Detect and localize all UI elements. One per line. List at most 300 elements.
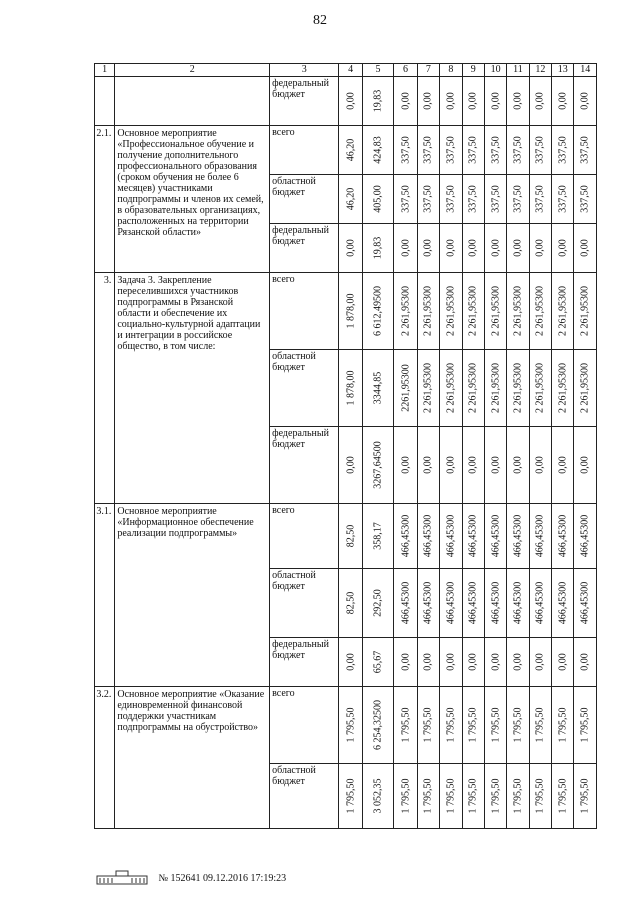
funding-source-cell: областной бюджет — [270, 569, 339, 638]
value-cell — [462, 764, 484, 829]
value-cell — [574, 350, 597, 427]
value-cell — [339, 504, 362, 569]
value-cell — [394, 569, 417, 638]
value-cell — [417, 77, 439, 126]
value-cell — [507, 224, 529, 273]
document-footer — [96, 870, 286, 886]
funding-source-cell: федеральный бюджет — [270, 427, 339, 504]
item-description: Основное мероприятие «Информационное обеспечение реализации подпрограммы» — [115, 504, 270, 687]
column-header: 10 — [484, 64, 506, 77]
cell-value: 292,50 — [372, 589, 384, 617]
value-cell — [529, 175, 551, 224]
cell-value: 2 261,95300 — [579, 286, 591, 336]
value-cell — [362, 77, 394, 126]
budget-table — [94, 63, 597, 829]
value-cell — [484, 126, 506, 175]
cell-value: 0,00 — [445, 653, 457, 671]
cell-value: 424,83 — [372, 136, 384, 164]
value-cell — [440, 77, 462, 126]
value-cell — [552, 687, 574, 764]
value-cell — [339, 638, 362, 687]
cell-value: 3344,85 — [372, 371, 384, 405]
cell-value: 1 795,50 — [534, 707, 546, 743]
cell-value: 82,50 — [345, 524, 357, 548]
value-cell — [529, 350, 551, 427]
value-cell — [574, 687, 597, 764]
cell-value: 0,00 — [422, 92, 434, 110]
value-cell — [440, 504, 462, 569]
cell-value: 1 795,50 — [512, 778, 524, 814]
value-cell — [484, 427, 506, 504]
cell-value: 0,00 — [400, 653, 412, 671]
value-cell — [574, 569, 597, 638]
value-cell — [417, 224, 439, 273]
value-cell — [484, 504, 506, 569]
value-cell — [394, 638, 417, 687]
cell-value: 0,00 — [490, 456, 502, 474]
cell-value: 466,45300 — [467, 514, 479, 558]
value-cell — [440, 569, 462, 638]
cell-value: 0,00 — [445, 92, 457, 110]
cell-value: 337,50 — [467, 185, 479, 213]
cell-value: 466,45300 — [512, 514, 524, 558]
item-description: Основное мероприятие «Профессиональное обучение и получение дополнительного профессионального образования (сроком обучения не более 6 месяцев) участниками подпрограммы и членов их семей, в образовательных организациях, расположенных на территории Рязанской области» — [115, 126, 270, 273]
cell-value: 1 795,50 — [579, 778, 591, 814]
cell-value: 466,45300 — [490, 514, 502, 558]
table-row — [95, 687, 597, 764]
value-cell — [552, 638, 574, 687]
column-header: 1 — [95, 64, 115, 77]
cell-value: 3267,64500 — [372, 441, 384, 489]
cell-value: 466,45300 — [400, 514, 412, 558]
value-cell — [417, 569, 439, 638]
value-cell — [394, 350, 417, 427]
column-header-row — [95, 64, 597, 77]
value-cell — [574, 273, 597, 350]
cell-value: 6 612,49500 — [372, 286, 384, 336]
value-cell — [507, 175, 529, 224]
cell-value: 466,45300 — [579, 514, 591, 558]
value-cell — [507, 77, 529, 126]
cell-value: 0,00 — [579, 239, 591, 257]
cell-value: 0,00 — [467, 239, 479, 257]
cell-value: 466,45300 — [400, 581, 412, 625]
value-cell — [484, 175, 506, 224]
value-cell — [339, 569, 362, 638]
cell-value: 0,00 — [534, 239, 546, 257]
cell-value: 1 795,50 — [422, 778, 434, 814]
value-cell — [362, 273, 394, 350]
value-cell — [507, 687, 529, 764]
column-header: 14 — [574, 64, 597, 77]
value-cell — [362, 427, 394, 504]
value-cell — [440, 687, 462, 764]
value-cell — [417, 764, 439, 829]
value-cell — [574, 77, 597, 126]
item-description: Основное мероприятие «Оказание единовременной финансовой поддержки участникам подпрограммы на обустройство» — [115, 687, 270, 829]
cell-value: 19,83 — [372, 236, 384, 260]
cell-value: 337,50 — [422, 185, 434, 213]
cell-value: 337,50 — [579, 185, 591, 213]
cell-value: 1 795,50 — [579, 707, 591, 743]
cell-value: 46,20 — [345, 187, 357, 211]
value-cell — [529, 764, 551, 829]
value-cell — [552, 427, 574, 504]
cell-value: 337,50 — [490, 136, 502, 164]
cell-value: 1 878,00 — [345, 293, 357, 329]
cell-value: 2 261,95300 — [490, 286, 502, 336]
cell-value: 337,50 — [534, 185, 546, 213]
value-cell — [552, 273, 574, 350]
value-cell — [462, 638, 484, 687]
value-cell — [394, 175, 417, 224]
table-row — [95, 77, 597, 126]
column-header: 6 — [394, 64, 417, 77]
value-cell — [552, 224, 574, 273]
cell-value: 2 261,95300 — [534, 286, 546, 336]
value-cell — [507, 504, 529, 569]
value-cell — [440, 764, 462, 829]
funding-source-cell: областной бюджет — [270, 764, 339, 829]
value-cell — [462, 175, 484, 224]
value-cell — [417, 273, 439, 350]
cell-value: 466,45300 — [557, 514, 569, 558]
value-cell — [339, 764, 362, 829]
cell-value: 1 795,50 — [534, 778, 546, 814]
value-cell — [529, 77, 551, 126]
column-header: 13 — [552, 64, 574, 77]
value-cell — [484, 764, 506, 829]
cell-value: 1 795,50 — [445, 778, 457, 814]
value-cell — [462, 224, 484, 273]
value-cell — [394, 77, 417, 126]
value-cell — [484, 638, 506, 687]
item-number: 2.1. — [95, 126, 115, 273]
cell-value: 337,50 — [467, 136, 479, 164]
value-cell — [339, 126, 362, 175]
value-cell — [339, 175, 362, 224]
cell-value: 405,00 — [372, 185, 384, 213]
cell-value: 2 261,95300 — [557, 363, 569, 413]
value-cell — [529, 504, 551, 569]
cell-value: 337,50 — [557, 185, 569, 213]
cell-value: 2 261,95300 — [467, 363, 479, 413]
value-cell — [552, 569, 574, 638]
cell-value: 2 261,95300 — [579, 363, 591, 413]
value-cell — [574, 764, 597, 829]
cell-value: 2 261,95300 — [467, 286, 479, 336]
cell-value: 0,00 — [445, 239, 457, 257]
table-row — [95, 273, 597, 350]
cell-value: 1 795,50 — [557, 778, 569, 814]
cell-value: 337,50 — [490, 185, 502, 213]
value-cell — [362, 504, 394, 569]
funding-source-cell: областной бюджет — [270, 350, 339, 427]
cell-value: 0,00 — [400, 456, 412, 474]
cell-value: 466,45300 — [422, 581, 434, 625]
cell-value: 0,00 — [345, 456, 357, 474]
value-cell — [362, 687, 394, 764]
value-cell — [484, 224, 506, 273]
cell-value: 19,83 — [372, 89, 384, 113]
value-cell — [394, 273, 417, 350]
cell-value: 0,00 — [345, 92, 357, 110]
cell-value: 466,45300 — [490, 581, 502, 625]
column-header: 5 — [362, 64, 394, 77]
value-cell — [507, 126, 529, 175]
cell-value: 466,45300 — [467, 581, 479, 625]
column-header: 4 — [339, 64, 362, 77]
value-cell — [362, 224, 394, 273]
value-cell — [394, 687, 417, 764]
cell-value: 2261,95300 — [400, 364, 412, 412]
funding-source-cell: федеральный бюджет — [270, 638, 339, 687]
cell-value: 2 261,95300 — [445, 286, 457, 336]
cell-value: 0,00 — [345, 653, 357, 671]
funding-source-cell: всего — [270, 687, 339, 764]
cell-value: 82,50 — [345, 591, 357, 615]
cell-value: 1 795,50 — [345, 778, 357, 814]
column-header: 12 — [529, 64, 551, 77]
value-cell — [440, 175, 462, 224]
cell-value: 1 795,50 — [400, 778, 412, 814]
value-cell — [552, 77, 574, 126]
value-cell — [552, 350, 574, 427]
number-cell — [95, 77, 115, 126]
cell-value: 337,50 — [579, 136, 591, 164]
cell-value: 2 261,95300 — [445, 363, 457, 413]
item-number: 3.2. — [95, 687, 115, 829]
value-cell — [394, 764, 417, 829]
value-cell — [462, 569, 484, 638]
cell-value: 0,00 — [490, 92, 502, 110]
value-cell — [507, 764, 529, 829]
cell-value: 1 795,50 — [490, 778, 502, 814]
value-cell — [394, 504, 417, 569]
table-row — [95, 504, 597, 569]
value-cell — [440, 273, 462, 350]
column-header: 3 — [270, 64, 339, 77]
value-cell — [507, 638, 529, 687]
value-cell — [462, 126, 484, 175]
value-cell — [339, 224, 362, 273]
cell-value: 1 795,50 — [422, 707, 434, 743]
cell-value: 0,00 — [579, 653, 591, 671]
cell-value: 0,00 — [557, 653, 569, 671]
cell-value: 0,00 — [534, 653, 546, 671]
cell-value: 1 795,50 — [345, 707, 357, 743]
cell-value: 0,00 — [422, 653, 434, 671]
value-cell — [417, 504, 439, 569]
cell-value: 0,00 — [534, 92, 546, 110]
cell-value: 1 795,50 — [445, 707, 457, 743]
cell-value: 0,00 — [490, 239, 502, 257]
value-cell — [574, 175, 597, 224]
funding-source-cell: всего — [270, 504, 339, 569]
cell-value: 0,00 — [557, 456, 569, 474]
description-cell — [115, 77, 270, 126]
cell-value: 337,50 — [534, 136, 546, 164]
document-reference: № 152641 09.12.2016 17:19:23 — [158, 872, 287, 884]
cell-value: 466,45300 — [512, 581, 524, 625]
value-cell — [339, 273, 362, 350]
value-cell — [507, 350, 529, 427]
cell-value: 0,00 — [579, 92, 591, 110]
value-cell — [574, 427, 597, 504]
funding-source-cell: областной бюджет — [270, 175, 339, 224]
page-number: 82 — [313, 13, 327, 28]
value-cell — [440, 350, 462, 427]
cell-value: 466,45300 — [579, 581, 591, 625]
cell-value: 65,67 — [372, 650, 384, 674]
value-cell — [339, 350, 362, 427]
cell-value: 0,00 — [422, 456, 434, 474]
cell-value: 2 261,95300 — [422, 286, 434, 336]
cell-value: 466,45300 — [557, 581, 569, 625]
cell-value: 0,00 — [467, 92, 479, 110]
cell-value: 337,50 — [512, 136, 524, 164]
value-cell — [529, 687, 551, 764]
cell-value: 0,00 — [400, 239, 412, 257]
value-cell — [362, 175, 394, 224]
value-cell — [417, 175, 439, 224]
cell-value: 2 261,95300 — [422, 363, 434, 413]
cell-value: 1 795,50 — [400, 707, 412, 743]
column-header: 2 — [115, 64, 270, 77]
value-cell — [507, 273, 529, 350]
value-cell — [339, 77, 362, 126]
cell-value: 1 795,50 — [490, 707, 502, 743]
value-cell — [362, 350, 394, 427]
cell-value: 466,45300 — [422, 514, 434, 558]
value-cell — [462, 687, 484, 764]
column-header: 8 — [440, 64, 462, 77]
cell-value: 2 261,95300 — [557, 286, 569, 336]
value-cell — [484, 77, 506, 126]
value-cell — [462, 427, 484, 504]
value-cell — [507, 427, 529, 504]
cell-value: 337,50 — [512, 185, 524, 213]
value-cell — [574, 224, 597, 273]
value-cell — [417, 427, 439, 504]
value-cell — [417, 638, 439, 687]
table-row — [95, 126, 597, 175]
cell-value: 0,00 — [400, 92, 412, 110]
value-cell — [552, 175, 574, 224]
cell-value: 1 795,50 — [512, 707, 524, 743]
cell-value: 466,45300 — [534, 581, 546, 625]
value-cell — [362, 638, 394, 687]
cell-value: 466,45300 — [534, 514, 546, 558]
item-number: 3.1. — [95, 504, 115, 687]
value-cell — [507, 569, 529, 638]
value-cell — [484, 273, 506, 350]
cell-value: 1 795,50 — [467, 778, 479, 814]
value-cell — [417, 350, 439, 427]
value-cell — [462, 273, 484, 350]
cell-value: 2 261,95300 — [490, 363, 502, 413]
cell-value: 337,50 — [557, 136, 569, 164]
value-cell — [462, 350, 484, 427]
cell-value: 0,00 — [512, 653, 524, 671]
cell-value: 2 261,95300 — [400, 286, 412, 336]
value-cell — [362, 569, 394, 638]
cell-value: 1 795,50 — [467, 707, 479, 743]
value-cell — [362, 126, 394, 175]
funding-source-cell: всего — [270, 126, 339, 175]
value-cell — [417, 126, 439, 175]
cell-value: 2 261,95300 — [534, 363, 546, 413]
value-cell — [339, 427, 362, 504]
value-cell — [574, 638, 597, 687]
cell-value: 0,00 — [557, 239, 569, 257]
value-cell — [529, 224, 551, 273]
value-cell — [339, 687, 362, 764]
value-cell — [529, 569, 551, 638]
cell-value: 337,50 — [400, 136, 412, 164]
column-header: 9 — [462, 64, 484, 77]
value-cell — [574, 504, 597, 569]
value-cell — [552, 504, 574, 569]
cell-value: 337,50 — [445, 136, 457, 164]
cell-value: 0,00 — [467, 653, 479, 671]
cell-value: 6 254,32500 — [372, 700, 384, 750]
value-cell — [394, 126, 417, 175]
value-cell — [462, 504, 484, 569]
cell-value: 1 795,50 — [557, 707, 569, 743]
value-cell — [484, 350, 506, 427]
item-number: 3. — [95, 273, 115, 504]
funding-source-cell: федеральный бюджет — [270, 224, 339, 273]
cell-value: 46,20 — [345, 138, 357, 162]
value-cell — [362, 764, 394, 829]
value-cell — [552, 764, 574, 829]
value-cell — [394, 224, 417, 273]
cell-value: 1 878,00 — [345, 370, 357, 406]
cell-value: 358,17 — [372, 522, 384, 550]
cell-value: 3 052,35 — [372, 778, 384, 814]
cell-value: 0,00 — [557, 92, 569, 110]
value-cell — [529, 427, 551, 504]
cell-value: 0,00 — [345, 239, 357, 257]
cell-value: 0,00 — [512, 239, 524, 257]
funding-source-cell: всего — [270, 273, 339, 350]
item-description: Задача 3. Закрепление переселившихся участников подпрограммы в Рязанской области и обеспечение их социально-культурной адаптации и интеграции в российское общество, в том числе: — [115, 273, 270, 504]
value-cell — [394, 427, 417, 504]
value-cell — [529, 273, 551, 350]
cell-value: 0,00 — [422, 239, 434, 257]
cell-value: 2 261,95300 — [512, 363, 524, 413]
cell-value: 0,00 — [512, 456, 524, 474]
cell-value: 337,50 — [400, 185, 412, 213]
cell-value: 0,00 — [490, 653, 502, 671]
cell-value: 0,00 — [534, 456, 546, 474]
value-cell — [440, 224, 462, 273]
value-cell — [552, 126, 574, 175]
value-cell — [529, 638, 551, 687]
value-cell — [484, 569, 506, 638]
value-cell — [440, 638, 462, 687]
value-cell — [440, 126, 462, 175]
cell-value: 337,50 — [445, 185, 457, 213]
cell-value: 0,00 — [579, 456, 591, 474]
funding-source-cell: федеральный бюджет — [270, 77, 339, 126]
cell-value: 0,00 — [512, 92, 524, 110]
cell-value: 0,00 — [467, 456, 479, 474]
value-cell — [417, 687, 439, 764]
column-header: 11 — [507, 64, 529, 77]
cell-value: 2 261,95300 — [512, 286, 524, 336]
